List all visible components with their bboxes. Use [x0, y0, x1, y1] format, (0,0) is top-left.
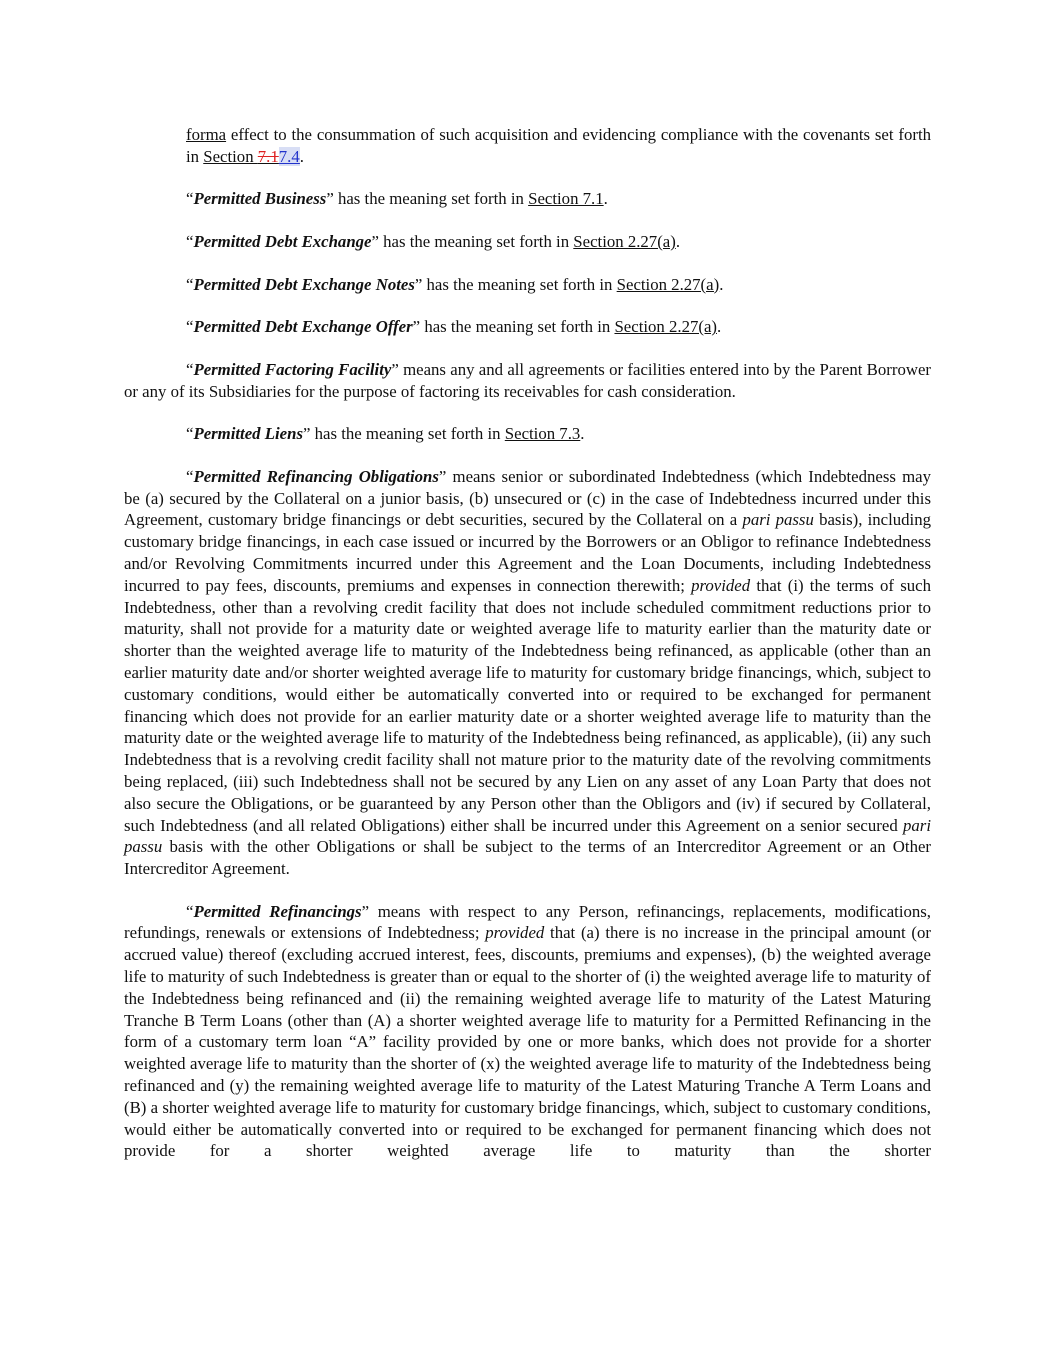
forma-word: forma — [186, 125, 227, 144]
definition-permitted-debt-exchange-offer: “Permitted Debt Exchange Offer” has the meaning set forth in Section 2.27(a). — [186, 317, 722, 337]
definition-permitted-debt-exchange-notes: “Permitted Debt Exchange Notes” has the meaning set forth in Section 2.27(a). — [186, 274, 724, 294]
section-reference[interactable]: Section 2.27(a) — [573, 231, 676, 251]
defined-term: Permitted Refinancings — [193, 901, 362, 921]
definition-permitted-refinancings: “Permitted Refinancings” means with respect to any Person, refinancings, replacements, modifications, refundings, renewals or extensions of Indebtedness; provided that (a) there is no increase in the principal amount (or accrued value) thereof (excluding accrued interest, fees, discounts, premiums and expenses), (b) the weighted average life to maturity of such Indebtedness is greater than or equal to the shorter of (i) the weighted average life to maturity of the Indebtedness being refinanced and (ii) the remaining weighted average life to maturity of the Latest Maturing Tranche B Term Loans (other than (A) a shorter weighted average life to maturity for a Permitted Refinancing in the form of a customary term loan “A” facility provided by one or more banks, which does not provide for a shorter weighted average life to maturity than the shorter of (x) the weighted average life to maturity of the Indebtedness being refinanced and (y) the remaining weighted average life to maturity of the Latest Maturing Tranche A Term Loans and (B) a shorter weighted average life to maturity for customary bridge financings, which, subject to customary conditions, would either be automatically converted into or required to be exchanged for permanent financing which does not provide for a shorter weighted average life to maturity than the shorter — [124, 901, 932, 1161]
inserted-text: 7.4 — [278, 146, 300, 166]
defined-term: Permitted Business — [193, 189, 327, 209]
defined-term: Permitted Debt Exchange Offer — [193, 317, 413, 337]
section-reference[interactable]: Section 7.17.4 — [203, 146, 300, 166]
definition-permitted-factoring-facility: “Permitted Factoring Facility” means any and all agreements or facilities entered into by the Parent Borrower or any of its Subsidiaries for the purpose of factoring its receivables for cash consideration. — [124, 359, 931, 401]
defined-term: Permitted Factoring Facility — [193, 359, 392, 379]
definition-permitted-business: “Permitted Business” has the meaning set forth in Section 7.1. — [186, 189, 608, 209]
definition-permitted-liens: “Permitted Liens” has the meaning set forth in Section 7.3. — [186, 424, 585, 444]
defined-term: Permitted Debt Exchange — [193, 231, 372, 251]
defined-term: Permitted Debt Exchange Notes — [193, 274, 415, 294]
deleted-text: 7.1 — [257, 146, 279, 166]
definition-permitted-refinancing-obligations: “Permitted Refinancing Obligations” means senior or subordinated Indebtedness (which Indebtedness may be (a) secured by the Collateral on a junior basis, (b) unsecured or (c) in the case of Indebtedness incurred under this Agreement, customary bridge financings or debt securities, secured by the Collateral on a pari passu basis), including customary bridge financings, in each case issued or incurred by the Borrowers or an Obligor to refinance Indebtedness and/or Revolving Commitments incurred under this Agreement and the Loan Documents, including Indebtedness incurred to pay fees, discounts, premiums and expenses in connection therewith; provided that (i) the terms of such Indebtedness, other than a revolving credit facility that does not include scheduled commitment reductions prior to maturity, shall not provide for a maturity date or weighted average life to maturity earlier than the maturity date or shorter than the weighted average life to maturity of the Indebtedness being refinanced, as applicable (other than an earlier maturity date and/or shorter weighted average life to maturity for customary bridge financings, which, subject to customary conditions, would either be automatically converted into or required to be exchanged for permanent financing which does not provide for an earlier maturity date or a shorter weighted average life to maturity than the maturity date or the weighted average life to maturity of the Indebtedness being refinanced, as applicable), (ii) any such Indebtedness that is a revolving credit facility shall not mature prior to the maturity date of the revolving commitments being replaced, (iii) such Indebtedness shall not be secured by any Lien on any asset of any Loan Party that does not also secure the Obligations, or be guaranteed by any Person other than the Obligors and (iv) if secured by Collateral, such Indebtedness (and all related Obligations) either shall be incurred under this Agreement on a senior secured pari passu basis with the other Obligations or shall be subject to the terms of an Intercreditor Agreement or an Other Intercreditor Agreement. — [124, 466, 932, 879]
section-reference[interactable]: Section 7.1 — [528, 189, 604, 209]
section-reference[interactable]: Section 7.3 — [504, 424, 581, 444]
defined-term: Permitted Liens — [193, 424, 303, 444]
section-reference[interactable]: Section 2.27(a) — [614, 317, 717, 337]
section-reference[interactable]: Section 2.27(a) — [616, 274, 720, 294]
defined-term: Permitted Refinancing Obligations — [193, 466, 439, 486]
document-page — [124, 124, 931, 1183]
definition-permitted-debt-exchange: “Permitted Debt Exchange” has the meaning set forth in Section 2.27(a). — [186, 231, 681, 251]
continuation-paragraph: forma effect to the consummation of such acquisition and evidencing compliance with the covenants set forth in Section 7.17.4. — [186, 125, 931, 166]
